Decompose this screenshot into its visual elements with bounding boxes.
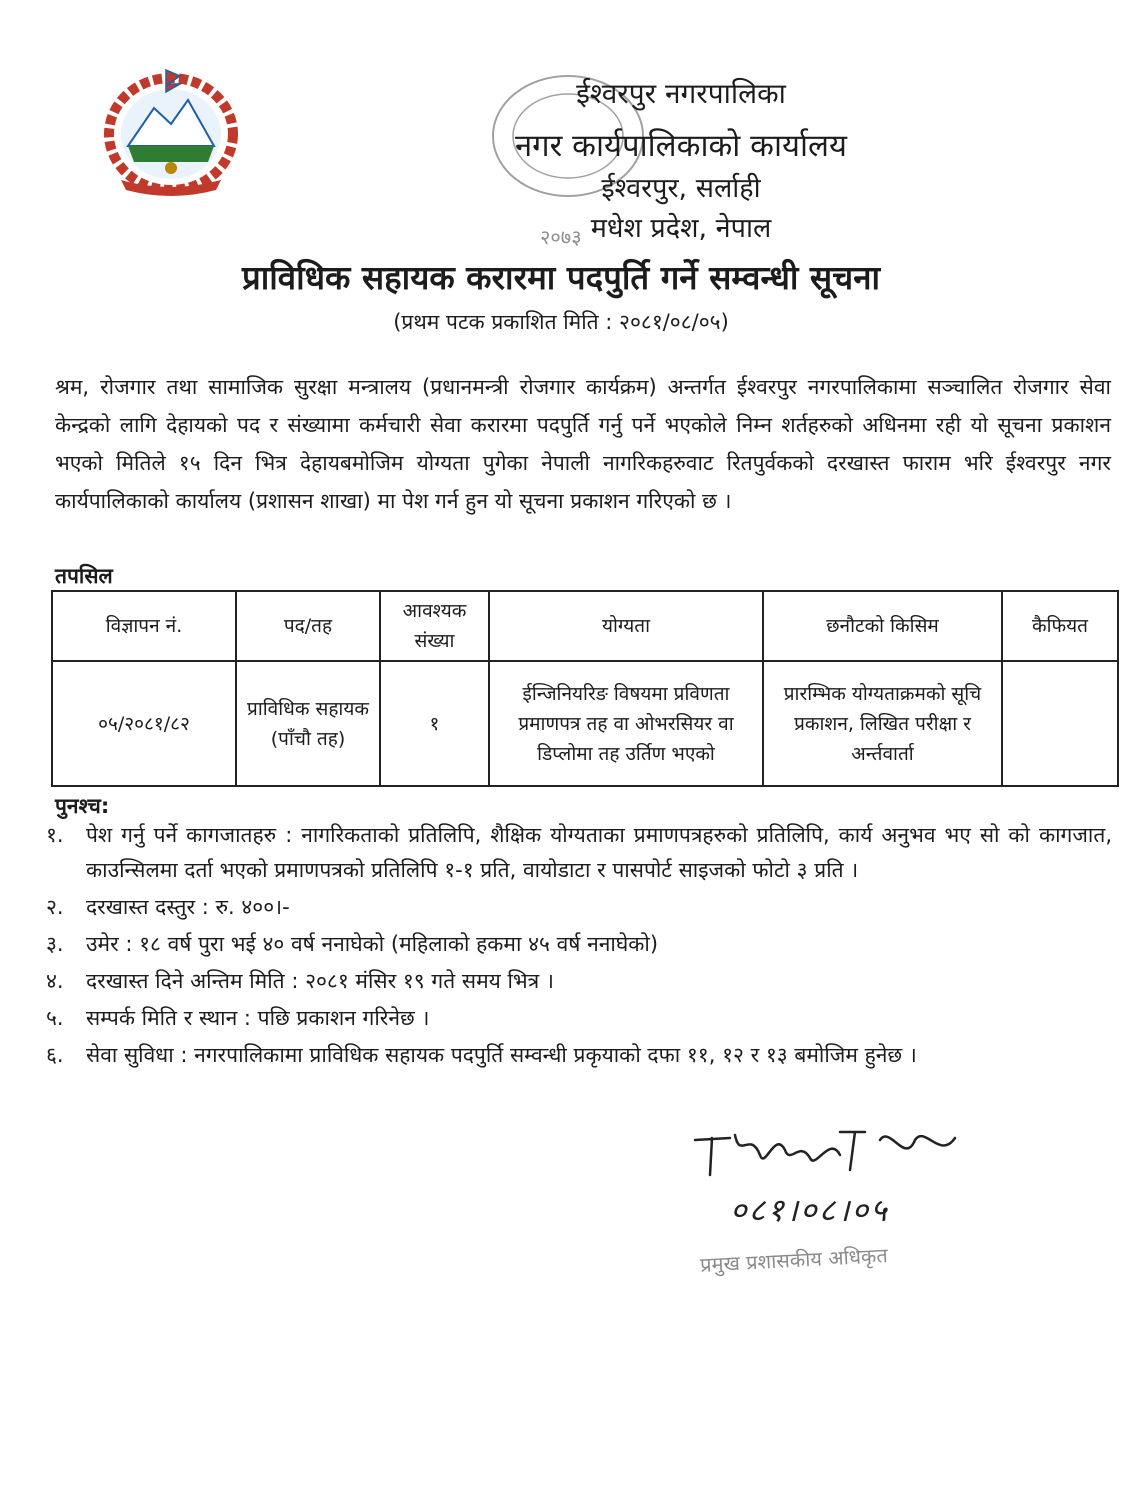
note-number: ६. (46, 1043, 64, 1067)
office-name: नगर कार्यपालिकाको कार्यालय (514, 128, 848, 164)
note-text: उमेर : १८ वर्ष पुरा भई ४० वर्ष ननाघेको (महिलाको हकमा ४५ वर्ष ननाघेको) (86, 932, 659, 956)
remarks-cell (1002, 661, 1118, 786)
signature (690, 1120, 970, 1180)
table-row (52, 661, 1118, 786)
note-text: दरखास्त दस्तुर : रु. ४००।- (86, 895, 290, 919)
list-item (46, 927, 1112, 962)
table-header: आवश्यक संख्या (380, 591, 489, 661)
note-number: ४. (46, 969, 64, 993)
notice-title: प्राविधिक सहायक करारमा पदपुर्ति गर्ने सम्वन्धी सूचना (241, 258, 881, 297)
list-item (46, 964, 1112, 999)
table-header: छनौटको किसिम (763, 591, 1002, 661)
table-header: पद/तह (236, 591, 380, 661)
table-header: कैफियत (1002, 591, 1118, 661)
table-header: योग्यता (489, 591, 763, 661)
tapasil-label: तपसिल (55, 564, 113, 588)
note-number: ५. (46, 1006, 64, 1030)
list-item (46, 890, 1112, 925)
note-number: १. (46, 823, 64, 847)
qualification-cell: ईन्जिनियरिङ विषयमा प्रविणता प्रमाणपत्र तह वा ओभरसियर वा डिप्लोमा तह उर्तिण भएको (489, 661, 763, 786)
note-number: २. (46, 895, 64, 919)
list-item (46, 818, 1112, 888)
signature-date: ०८१।०८।०५ (730, 1191, 889, 1229)
stamp-year: २०७३ (540, 225, 582, 246)
note-text: सेवा सुविधा : नगरपालिकामा प्राविधिक सहायक पदपुर्ति सम्वन्धी प्रकृयाको दफा ११, १२ र १३ बमोजिम हुनेछ । (86, 1043, 917, 1067)
selection-cell: प्रारम्भिक योग्यताक्रमको सूचि प्रकाशन, लिखित परीक्षा र अर्न्तवार्ता (763, 661, 1002, 786)
province-country: मधेश प्रदेश, नेपाल (590, 213, 772, 244)
list-item (46, 1038, 1112, 1073)
office-address: ईश्वरपुर, सर्लाही (601, 173, 761, 204)
table-header: विज्ञापन नं. (52, 591, 236, 661)
vacancy-table (51, 590, 1119, 787)
adv-no-cell: ०५/२०८१/८२ (52, 661, 236, 786)
notes-list (46, 818, 1112, 1075)
note-text: दरखास्त दिने अन्तिम मिति : २०८१ मंसिर १९ गते समय भित्र । (86, 969, 554, 993)
punascha-label: पुनश्च: (55, 794, 110, 818)
count-cell: १ (380, 661, 489, 786)
note-text: सम्पर्क मिति र स्थान : पछि प्रकाशन गरिनेछ । (86, 1006, 430, 1030)
note-number: ३. (46, 932, 64, 956)
publish-date: (प्रथम पटक प्रकाशित मिति : २०८१/०८/०५) (393, 310, 729, 334)
note-text: पेश गर्नु पर्ने कागजातहरु : नागरिकताको प्रतिलिपि, शैक्षिक योग्यताका प्रमाणपत्रहरुको प्रतिलिपि, कार्य अनुभव भए सो को कागजात, काउन्सिलमा दर्ता भएको प्रमाणपत्रको प्रतिलिपि १-१ प्रति, वायोडाटा र पासपोर्ट साइजको फोटो ३ प्रति । (86, 823, 1112, 882)
list-item (46, 1001, 1112, 1036)
signatory-designation: प्रमुख प्रशासकीय अधिकृत (699, 1243, 889, 1277)
intro-paragraph: श्रम, रोजगार तथा सामाजिक सुरक्षा मन्त्रालय (प्रधानमन्त्री रोजगार कार्यक्रम) अन्तर्गत ईश्वरपुर नगरपालिकामा सञ्चालित रोजगार सेवा केन्द्रको लागि देहायको पद र संख्यामा कर्मचारी सेवा करारमा पदपुर्ति गर्नु पर्ने भएकोले निम्न शर्तहरुको अधिनमा रही यो सूचना प्रकाशन भएको मितिले १५ दिन भित्र देहायबमोजिम योग्यता पुगेका नेपाली नागरिकहरुवाट रितपुर्वकको दरखास्त फाराम भरि ईश्वरपुर नगर कार्यपालिकाको कार्यालय (प्रशासन शाखा) मा पेश गर्न हुन यो सूचना प्रकाशन गरिएको छ । (55, 375, 1111, 513)
municipality-name: ईश्वरपुर नगरपालिका (576, 77, 786, 110)
post-cell: प्राविधिक सहायक (पाँचौ तह) (236, 661, 380, 786)
table-header-row (52, 591, 1118, 661)
